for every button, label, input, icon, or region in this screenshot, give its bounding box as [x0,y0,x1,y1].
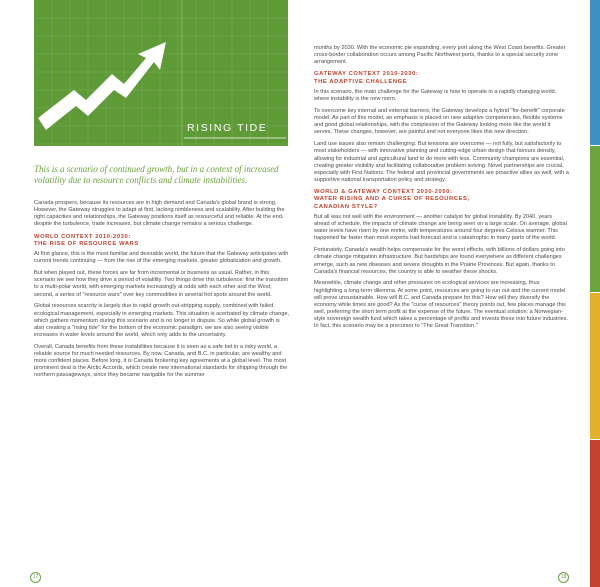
right-column [314,45,569,335]
hero-banner [34,0,288,146]
page-number-left: 17 [30,572,41,583]
heading-line: THE RISE OF RESOURCE WARS [34,240,139,247]
color-tab [590,146,600,292]
paragraph: Land use issues also remain challenging. But tensions are overcome — not fully, but satisfactorily to most stakeholders — with innovative planning and cutting-edge urban design that favours density, allowing for industrial and agricultural land to do more with less. Community champions are essential, creating greater visibility and facilitating collaborative problem solving. Novel partnerships are crucial, especially with First Nations. The federal and provincial governments are proactive allies as well, with a supportive national transportation policy and strategy. [314,141,569,183]
heading-line: THE ADAPTIVE CHALLENGE [314,78,408,85]
paragraph: But when played out, these forces are far from incremental or business as usual. Rather, in this scenario we see how they drive a period of volatility. Two things drive this turbulence: first the transition to a multi-polar world, with emerging markets increasingly at odds with each other and the West; second, a series of "resource wars" over key commodities in several hot spots around the world. [34,270,289,298]
page-number-right: 18 [558,572,569,583]
section-heading [314,71,569,86]
color-tabs [590,0,600,587]
intro-quote: This is a scenario of continued growth, but in a context of increased volatility due to resource conflicts and climate instabilities. [34,164,279,185]
paragraph: To overcome key internal and external barriers, the Gateway develops a hybrid "for-benefit" corporate model. As part of this model, an emphasis is placed on new adaptive competencies, flexible systems and good global relationships, with the complexion of the Gateway looking more like the world it serves. These changes, however, are painful and not everyone likes this new direction. [314,107,565,136]
paragraph: Meanwhile, climate change and other pressures on ecological services are increasing, thus highlighting a long-term dilemma. At some point, resources are going to run out and the current model will prove unsustainable. How will B.C. and Canada prepare for this? How will they diversify the economy while times are good? As the "curse of resources" theory points out, few places manage this well, preferring the short term profit at the expense of the future. The eventual solution: a Norwegian-style sovereign wealth fund which takes a percentage of profits and invests these into future industries. In fact, this scenario may be a precursor to "The Great Transition." [314,280,569,330]
paragraph: But all was not well with the environment — another catalyst for global instability. By 2040, years ahead of schedule, the impacts of climate change are being seen on a large scale. On average, global water levels have risen by one metre, with temperatures around four degrees Celsius warmer. This happened far faster than most experts had forecast and is catastrophic in many parts of the world. [314,214,567,242]
color-tab [590,440,600,587]
section-title: RISING TIDE [187,122,268,134]
paragraph: At first glance, this is the most familiar and desirable world, the future that the Gateway anticipates with current trends continuing — from the rise of the emerging markets, greater globalization and growth. [34,251,289,265]
paragraph: Canada prospers, because its resources are in high demand and Canada's global brand is strong. However, the Gateway struggles to adapt at first, lacking nimbleness and scalability. After building the right capacities and relationships, the Gateway positions itself as resourceful and reliable. At the end, despite the turbulence, trade increases, but climate change remains a serious challenge. [34,200,285,228]
color-tab [590,0,600,145]
heading-line: CANADIAN STYLE? [314,203,378,210]
paragraph: months by 2030. With the economic pie expanding, every port along the West Coast benefits. Greater cross-border collaboration occurs among Pacific Northwest ports, thanks to a special security zone arrangement. [314,45,566,66]
heading-line: WATER RISING AND A CURSE OF RESOURCES, [314,196,470,203]
heading-line: WORLD CONTEXT 2010-2030: [34,233,131,240]
heading-line: WORLD & GATEWAY CONTEXT 2030-2050: [314,189,453,196]
section-heading [314,189,569,211]
heading-line: GATEWAY CONTEXT 2010-2030: [314,71,419,78]
color-tab [590,293,600,439]
paragraph: Fortunately, Canada's wealth helps compensate for the worst effects, with billions of dollars going into climate change mitigation infrastructure. But hardships are found everywhere as different challenges emerge, such as new diseases and severe droughts in the Prairie Provinces. But again, thanks to Canada's financial resources, the country is able to weather these shocks. [314,247,565,275]
left-column [34,200,290,384]
section-heading [34,234,290,249]
paragraph: Global resources scarcity is largely due to rapid growth out-stripping supply, combined with failed ecological management, especially in emerging markets. This situation is acerbated by climate change, which gathers momentum during this scenario and is no longer in dispute. So while global growth is also creating a "rising tide" for the bottom of the economic paradigm, we are also seeing visible increases in water levels around the world, which only adds to the uncertainty. [34,303,290,338]
paragraph: Overall, Canada benefits from these instabilities because it is seen as a safe bet in a risky world, a reliable source for much needed resources. By now, Canada, and B.C. in particular, are wealthy and more confident places. Before long, it is Canada brokering key agreements at a global level. The most prominent deal is the Arctic Accords, which create new international standards for shipping through the northern passageways, since they became navigable for the summer [34,343,288,379]
paragraph: In this scenario, the main challenge for the Gateway is how to operate in a rapidly changing world, where instability is the new norm. [314,89,557,103]
